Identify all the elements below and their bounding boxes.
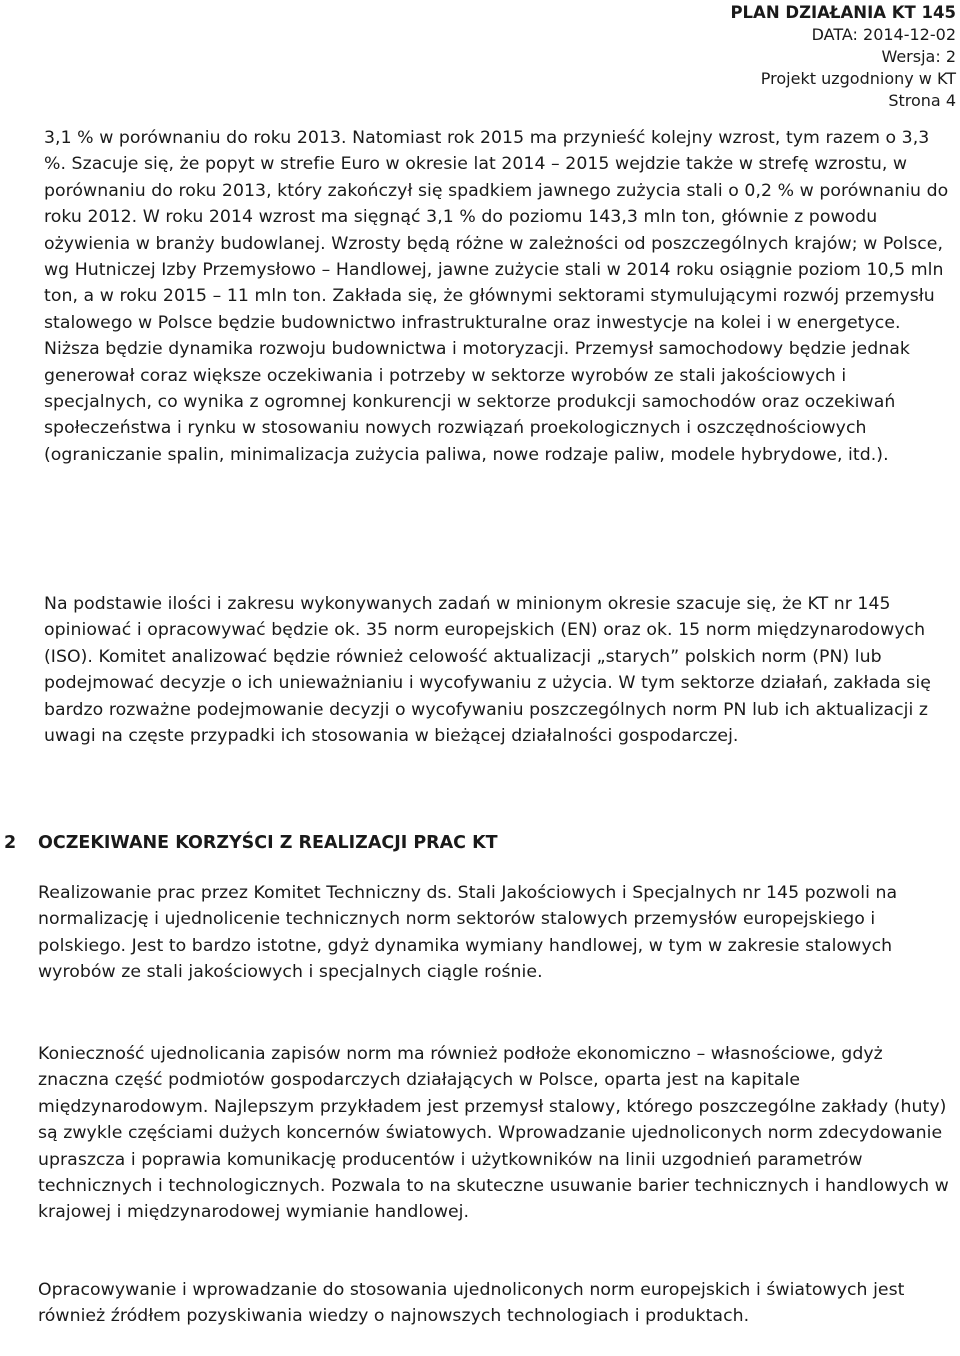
- document-date: DATA: 2014-12-02: [811, 25, 956, 44]
- section-title: OCZEKIWANE KORZYŚCI Z REALIZACJI PRAC KT: [38, 833, 498, 853]
- paragraph-benefits: Realizowanie prac przez Komitet Techniczny ds. Stali Jakościowych i Specjalnych nr 145 pozwoli na normalizację i ujednolicenie technicznych norm sektorów stalowych przemysłów europejskiego i polskiego. Jest to bardzo istotne, gdyż dynamika wymiany handlowej, w tym w zakresie stalowych wyrobów ze stali jakościowych i specjalnych ciągle rośnie.: [38, 883, 898, 983]
- document-status: Projekt uzgodniony w KT: [760, 69, 956, 88]
- document-header: [396, 2, 956, 112]
- paragraph-economic-basis: Konieczność ujednolicania zapisów norm ma również podłoże ekonomiczno – własnościowe, gdyż znaczna część podmiotów gospodarczych działających w Polsce, oparta jest na kapitale międzynarodowym. Najlepszym przykładem jest przemysł stalowy, którego poszczególne zakłady (huty) są zwykle częściami dużych koncernów światowych. Wprowadzanie ujednoliconych norm zdecydowanie upraszcza i poprawia komunikację producentów i użytkowników na linii uzgodnień parametrów technicznych i technologicznych. Pozwala to na skuteczne usuwanie barier technicznych i handlowych w krajowej i międzynarodowej wymianie handlowej.: [38, 1044, 949, 1223]
- page-number: Strona 4: [888, 91, 956, 110]
- plan-title: PLAN DZIAŁANIA KT 145: [730, 3, 956, 22]
- document-version: Wersja: 2: [881, 47, 956, 66]
- section-number: 2: [4, 833, 17, 853]
- paragraph-steel-demand: 3,1 % w porównaniu do roku 2013. Natomiast rok 2015 ma przynieść kolejny wzrost, tym razem o 3,3 %. Szacuje się, że popyt w strefie Euro w okresie lat 2014 – 2015 wejdzie także w strefę wzrostu, w porównaniu do roku 2013, który zakończył się spadkiem jawnego zużycia stali o 0,2 % w porównaniu do roku 2012. W roku 2014 wzrost ma sięgnąć 3,1 % do poziomu 143,3 mln ton, głównie z powodu ożywienia w branży budowlanej. Wzrosty będą różne w zależności od poszczególnych krajów; w Polsce, wg Hutniczej Izby Przemysłowo – Handlowej, jawne zużycie stali w 2014 roku osiągnie poziom 10,5 mln ton, a w roku 2015 – 11 mln ton. Zakłada się, że głównymi sektorami stymulującymi rozwój przemysłu stalowego w Polsce będzie budownictwo infrastrukturalne oraz inwestycje na kolei i w energetyce. Niższa będzie dynamika rozwoju budownictwa i motoryzacji. Przemysł samochodowy będzie jednak generował coraz większe oczekiwania i potrzeby w sektorze wyrobów ze stali jakościowych i specjalnych, co wynika z ogromnej konkurencji w sektorze produkcji samochodów oraz oczekiwań społeczeństwa i rynku w stosowaniu nowych rozwiązań proekologicznych i oszczędnościowych (ograniczanie spalin, minimalizacja zużycia paliwa, nowe rodzaje paliw, modele hybrydowe, itd.).: [44, 128, 949, 465]
- paragraph-norm-estimates: Na podstawie ilości i zakresu wykonywanych zadań w minionym okresie szacuje się, że KT nr 145 opiniować i opracowywać będzie ok. 35 norm europejskich (EN) oraz ok. 15 norm międzynarodowych (ISO). Komitet analizować będzie również celowość aktualizacji „starych” polskich norm (PN) lub podejmować decyzje o ich unieważnianiu i wycofywaniu z użycia. W tym sektorze działań, zakłada się bardzo rozważne podejmowanie decyzji o wycofywaniu poszczególnych norm PN lub ich aktualizacji z uwagi na częste przypadki ich stosowania w bieżącej działalności gospodarczej.: [44, 594, 931, 747]
- paragraph-knowledge-source: Opracowywanie i wprowadzanie do stosowania ujednoliconych norm europejskich i światowych jest również źródłem pozyskiwania wiedzy o najnowszych technologiach i produktach.: [38, 1280, 905, 1327]
